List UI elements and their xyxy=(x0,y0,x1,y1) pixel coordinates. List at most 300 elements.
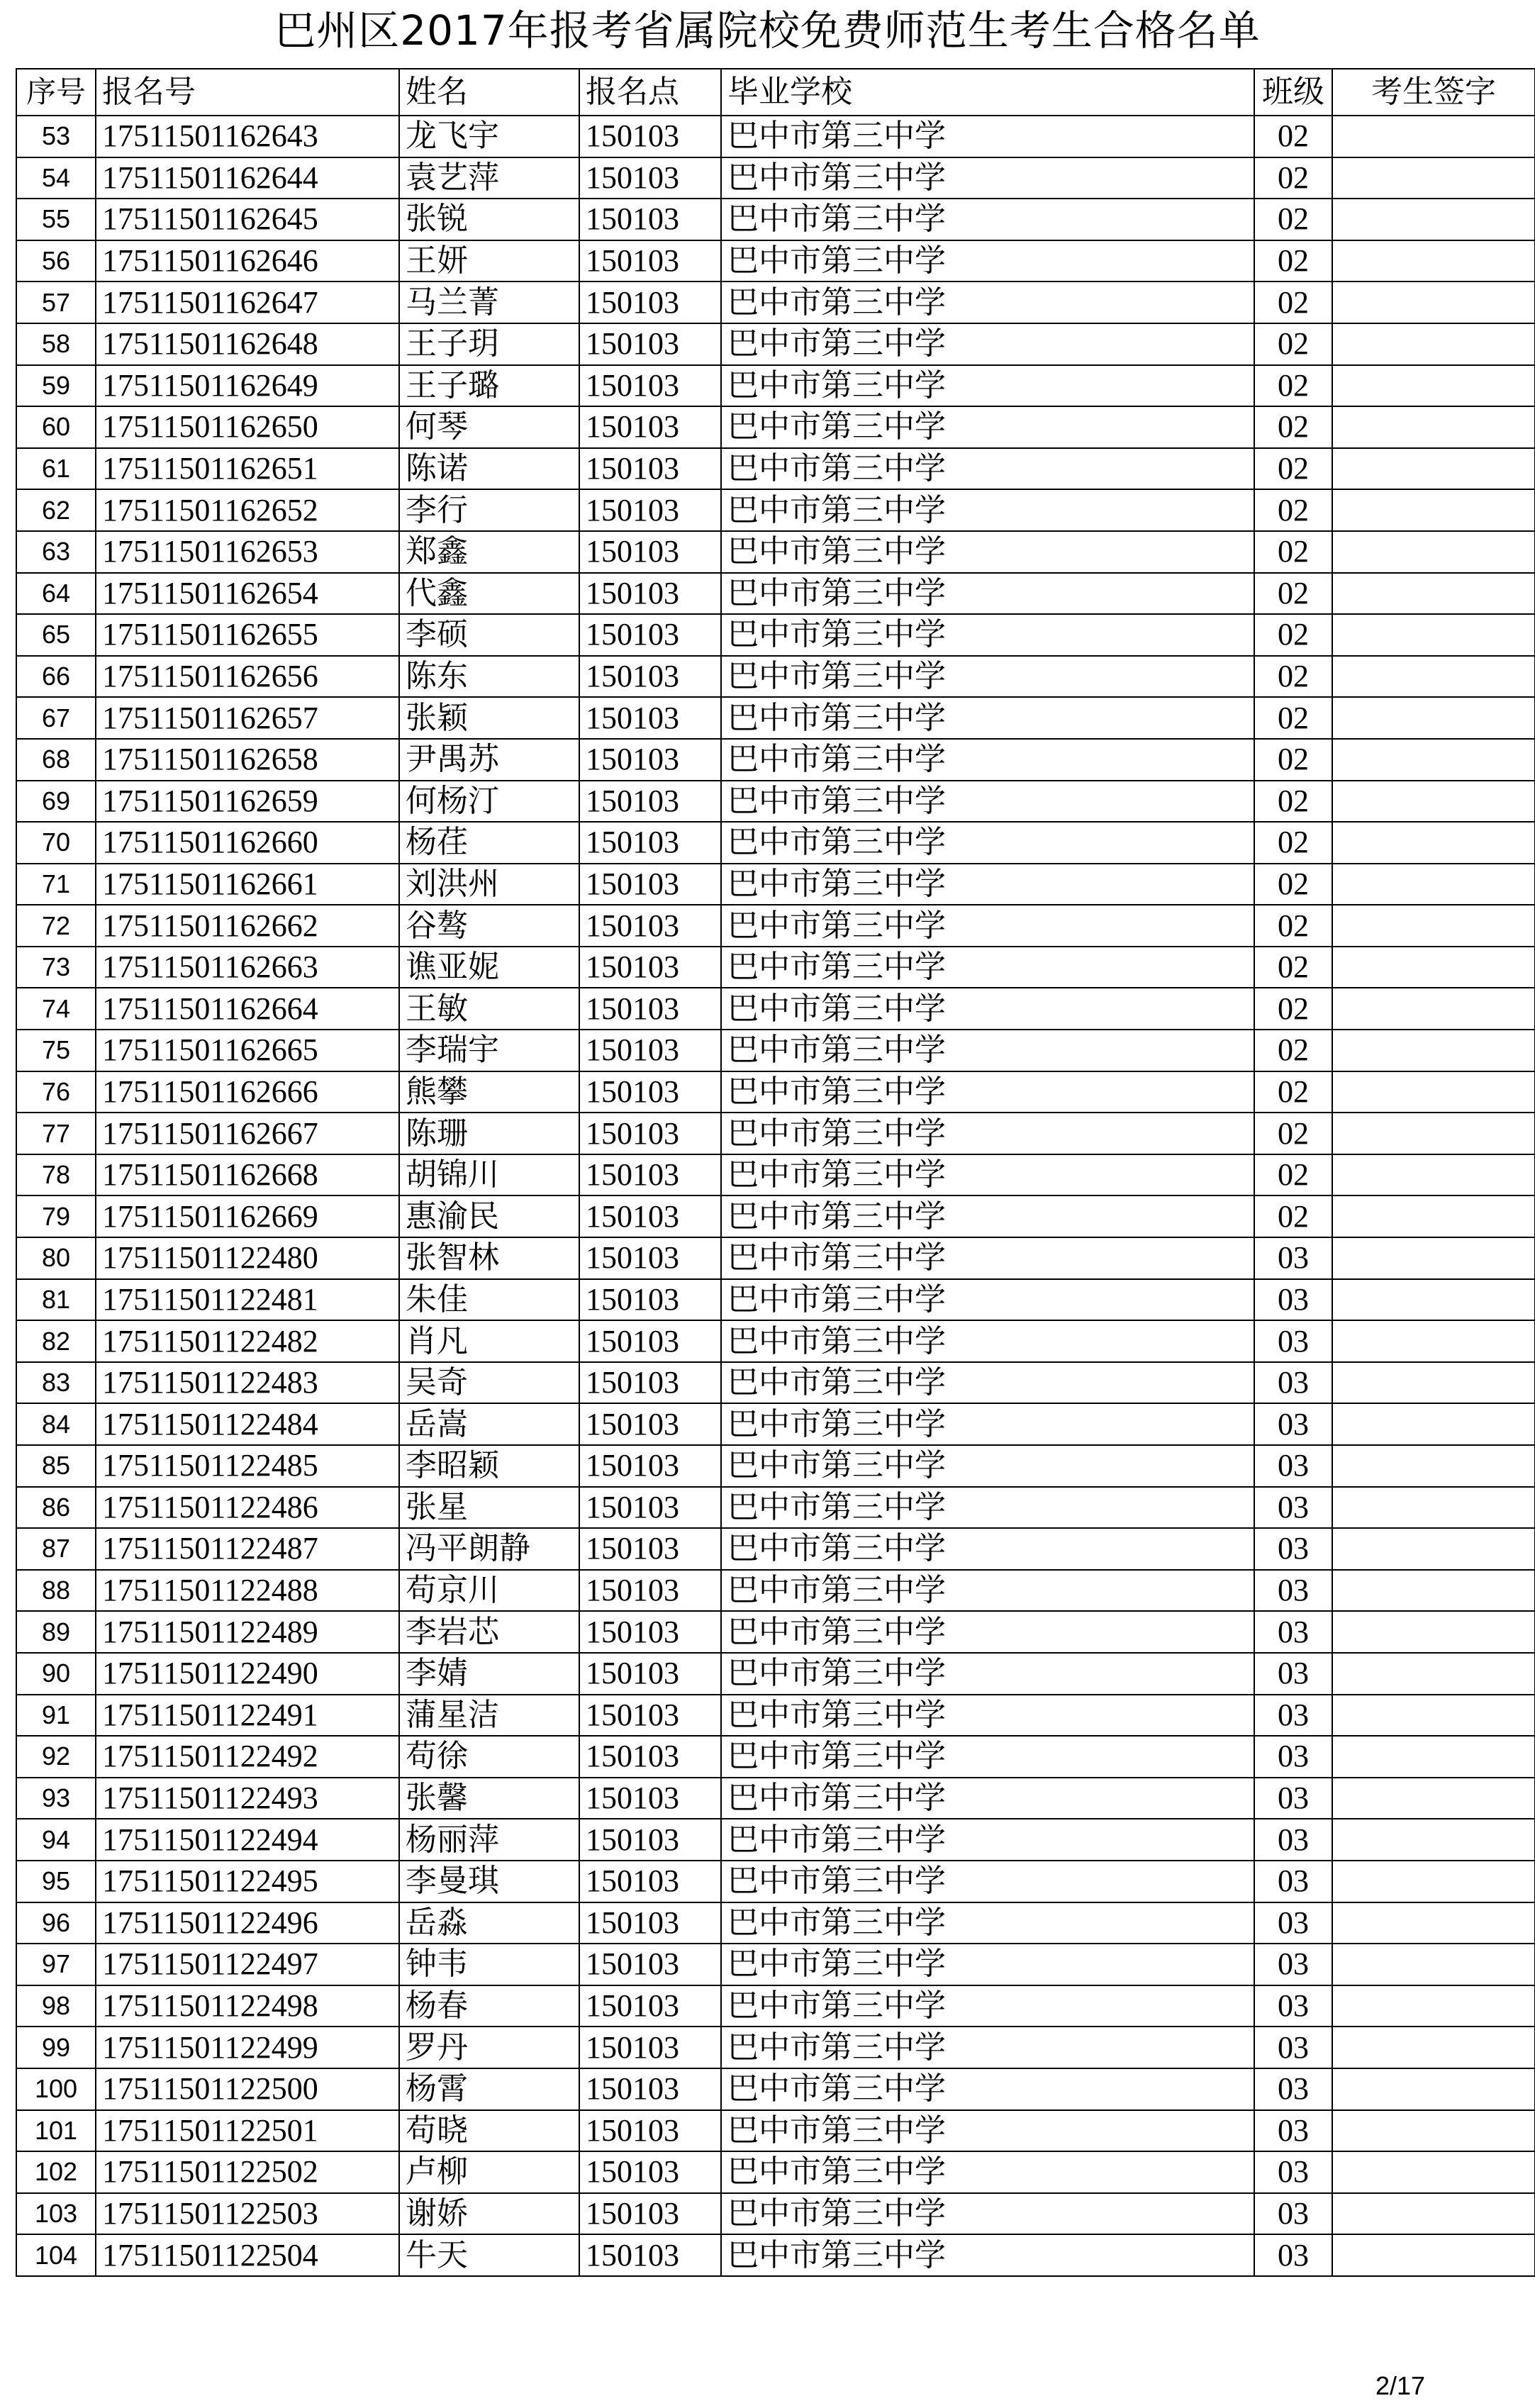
cell-school: 巴中市第三中学 xyxy=(721,1819,1254,1861)
cell-class: 02 xyxy=(1254,489,1332,531)
cell-class: 02 xyxy=(1254,697,1332,739)
cell-class: 03 xyxy=(1254,1279,1332,1321)
page-number: 2/17 xyxy=(1375,2371,1426,2400)
cell-reg-no: 17511501122495 xyxy=(96,1861,399,1902)
cell-seq: 73 xyxy=(16,947,96,988)
cell-class: 03 xyxy=(1254,1653,1332,1695)
cell-site: 150103 xyxy=(579,1736,721,1778)
cell-signature[interactable] xyxy=(1332,1861,1535,1902)
cell-reg-no: 17511501122481 xyxy=(96,1279,399,1321)
cell-class: 03 xyxy=(1254,1362,1332,1404)
table-row xyxy=(16,489,1535,531)
cell-reg-no: 17511501162657 xyxy=(96,697,399,739)
cell-school: 巴中市第三中学 xyxy=(721,365,1254,407)
cell-school: 巴中市第三中学 xyxy=(721,1778,1254,1819)
cell-school: 巴中市第三中学 xyxy=(721,822,1254,864)
cell-site: 150103 xyxy=(579,1528,721,1570)
cell-signature[interactable] xyxy=(1332,1320,1535,1362)
cell-reg-no: 17511501122503 xyxy=(96,2193,399,2235)
cell-reg-no: 17511501162668 xyxy=(96,1154,399,1196)
cell-signature[interactable] xyxy=(1332,822,1535,864)
cell-reg-no: 17511501162664 xyxy=(96,988,399,1030)
cell-signature[interactable] xyxy=(1332,240,1535,282)
cell-reg-no: 17511501122488 xyxy=(96,1570,399,1612)
cell-signature[interactable] xyxy=(1332,2151,1535,2193)
cell-school: 巴中市第三中学 xyxy=(721,1030,1254,1071)
cell-site: 150103 xyxy=(579,988,721,1030)
cell-name: 王子玥 xyxy=(399,323,579,365)
cell-seq: 85 xyxy=(16,1445,96,1487)
cell-reg-no: 17511501122482 xyxy=(96,1320,399,1362)
table-body xyxy=(16,69,1535,2276)
cell-class: 02 xyxy=(1254,822,1332,864)
cell-signature[interactable] xyxy=(1332,157,1535,199)
header-class: 班级 xyxy=(1254,69,1332,116)
cell-class: 03 xyxy=(1254,1778,1332,1819)
cell-class: 03 xyxy=(1254,2110,1332,2152)
header-sign: 考生签字 xyxy=(1332,69,1535,116)
cell-name: 王妍 xyxy=(399,240,579,282)
cell-seq: 99 xyxy=(16,2027,96,2068)
cell-seq: 59 xyxy=(16,365,96,407)
cell-name: 张馨 xyxy=(399,1778,579,1819)
cell-name: 张智林 xyxy=(399,1237,579,1279)
cell-name: 胡锦川 xyxy=(399,1154,579,1196)
cell-reg-no: 17511501162645 xyxy=(96,199,399,240)
cell-school: 巴中市第三中学 xyxy=(721,1570,1254,1612)
cell-reg-no: 17511501162653 xyxy=(96,531,399,573)
cell-site: 150103 xyxy=(579,2234,721,2276)
cell-reg-no: 17511501162646 xyxy=(96,240,399,282)
cell-site: 150103 xyxy=(579,157,721,199)
cell-seq: 77 xyxy=(16,1113,96,1154)
cell-signature[interactable] xyxy=(1332,2234,1535,2276)
cell-seq: 80 xyxy=(16,1237,96,1279)
cell-signature[interactable] xyxy=(1332,1154,1535,1196)
table-row xyxy=(16,781,1535,823)
cell-site: 150103 xyxy=(579,365,721,407)
table-row xyxy=(16,365,1535,407)
table-row xyxy=(16,531,1535,573)
cell-site: 150103 xyxy=(579,1030,721,1071)
cell-signature[interactable] xyxy=(1332,864,1535,905)
table-row xyxy=(16,116,1535,157)
cell-seq: 84 xyxy=(16,1403,96,1445)
cell-seq: 83 xyxy=(16,1362,96,1404)
cell-seq: 98 xyxy=(16,1985,96,2027)
cell-seq: 97 xyxy=(16,1944,96,1985)
cell-signature[interactable] xyxy=(1332,1195,1535,1237)
cell-signature[interactable] xyxy=(1332,282,1535,323)
table-row xyxy=(16,2151,1535,2193)
table-row xyxy=(16,1279,1535,1321)
cell-signature[interactable] xyxy=(1332,739,1535,781)
cell-signature[interactable] xyxy=(1332,1237,1535,1279)
cell-site: 150103 xyxy=(579,1902,721,1944)
cell-name: 张颖 xyxy=(399,697,579,739)
cell-signature[interactable] xyxy=(1332,1403,1535,1445)
cell-name: 龙飞宇 xyxy=(399,116,579,157)
cell-name: 陈诺 xyxy=(399,448,579,490)
cell-school: 巴中市第三中学 xyxy=(721,2110,1254,2152)
cell-name: 杨荏 xyxy=(399,822,579,864)
table-row xyxy=(16,1487,1535,1529)
cell-site: 150103 xyxy=(579,282,721,323)
cell-class: 03 xyxy=(1254,1985,1332,2027)
cell-school: 巴中市第三中学 xyxy=(721,573,1254,615)
cell-signature[interactable] xyxy=(1332,489,1535,531)
cell-class: 02 xyxy=(1254,614,1332,656)
cell-site: 150103 xyxy=(579,531,721,573)
cell-signature[interactable] xyxy=(1332,1778,1535,1819)
cell-signature[interactable] xyxy=(1332,1279,1535,1321)
cell-signature[interactable] xyxy=(1332,573,1535,615)
cell-class: 03 xyxy=(1254,1902,1332,1944)
cell-signature[interactable] xyxy=(1332,2027,1535,2068)
cell-seq: 72 xyxy=(16,905,96,947)
cell-site: 150103 xyxy=(579,240,721,282)
cell-signature[interactable] xyxy=(1332,323,1535,365)
cell-class: 02 xyxy=(1254,365,1332,407)
cell-school: 巴中市第三中学 xyxy=(721,240,1254,282)
table-row xyxy=(16,2193,1535,2235)
cell-name: 钟韦 xyxy=(399,1944,579,1985)
cell-school: 巴中市第三中学 xyxy=(721,1487,1254,1529)
table-row xyxy=(16,1736,1535,1778)
cell-seq: 55 xyxy=(16,199,96,240)
cell-signature[interactable] xyxy=(1332,1113,1535,1154)
cell-class: 03 xyxy=(1254,2151,1332,2193)
cell-seq: 104 xyxy=(16,2234,96,2276)
cell-signature[interactable] xyxy=(1332,1985,1535,2027)
cell-reg-no: 17511501162667 xyxy=(96,1113,399,1154)
cell-reg-no: 17511501122501 xyxy=(96,2110,399,2152)
cell-school: 巴中市第三中学 xyxy=(721,116,1254,157)
cell-name: 王敏 xyxy=(399,988,579,1030)
cell-signature[interactable] xyxy=(1332,1902,1535,1944)
cell-seq: 100 xyxy=(16,2068,96,2110)
cell-name: 苟晓 xyxy=(399,2110,579,2152)
table-row xyxy=(16,282,1535,323)
cell-signature[interactable] xyxy=(1332,1487,1535,1529)
cell-school: 巴中市第三中学 xyxy=(721,1279,1254,1321)
cell-reg-no: 17511501122480 xyxy=(96,1237,399,1279)
cell-signature[interactable] xyxy=(1332,1944,1535,1985)
cell-seq: 79 xyxy=(16,1195,96,1237)
cell-signature[interactable] xyxy=(1332,2193,1535,2235)
cell-seq: 86 xyxy=(16,1487,96,1529)
cell-reg-no: 17511501122483 xyxy=(96,1362,399,1404)
cell-class: 03 xyxy=(1254,1944,1332,1985)
cell-school: 巴中市第三中学 xyxy=(721,531,1254,573)
cell-signature[interactable] xyxy=(1332,1071,1535,1113)
cell-site: 150103 xyxy=(579,822,721,864)
table-row xyxy=(16,739,1535,781)
cell-name: 罗丹 xyxy=(399,2027,579,2068)
cell-signature[interactable] xyxy=(1332,614,1535,656)
cell-reg-no: 17511501162644 xyxy=(96,157,399,199)
cell-class: 03 xyxy=(1254,1861,1332,1902)
cell-site: 150103 xyxy=(579,1195,721,1237)
cell-class: 03 xyxy=(1254,2234,1332,2276)
table-row xyxy=(16,2234,1535,2276)
cell-site: 150103 xyxy=(579,1445,721,1487)
cell-signature[interactable] xyxy=(1332,1653,1535,1695)
cell-school: 巴中市第三中学 xyxy=(721,1653,1254,1695)
cell-school: 巴中市第三中学 xyxy=(721,1195,1254,1237)
cell-school: 巴中市第三中学 xyxy=(721,1861,1254,1902)
cell-name: 陈东 xyxy=(399,656,579,698)
cell-seq: 69 xyxy=(16,781,96,823)
cell-site: 150103 xyxy=(579,1861,721,1902)
cell-signature[interactable] xyxy=(1332,1695,1535,1737)
cell-school: 巴中市第三中学 xyxy=(721,2151,1254,2193)
cell-signature[interactable] xyxy=(1332,531,1535,573)
cell-seq: 87 xyxy=(16,1528,96,1570)
cell-school: 巴中市第三中学 xyxy=(721,2068,1254,2110)
table-row xyxy=(16,1237,1535,1279)
cell-signature[interactable] xyxy=(1332,947,1535,988)
cell-reg-no: 17511501162650 xyxy=(96,406,399,448)
cell-reg-no: 17511501122486 xyxy=(96,1487,399,1529)
cell-site: 150103 xyxy=(579,2151,721,2193)
table-row xyxy=(16,1778,1535,1819)
cell-signature[interactable] xyxy=(1332,2068,1535,2110)
cell-signature[interactable] xyxy=(1332,1445,1535,1487)
cell-name: 张锐 xyxy=(399,199,579,240)
cell-name: 李曼琪 xyxy=(399,1861,579,1902)
cell-name: 肖凡 xyxy=(399,1320,579,1362)
cell-site: 150103 xyxy=(579,2068,721,2110)
cell-class: 02 xyxy=(1254,531,1332,573)
table-row xyxy=(16,1944,1535,1985)
candidate-table xyxy=(16,68,1535,2277)
table-row xyxy=(16,1362,1535,1404)
cell-seq: 57 xyxy=(16,282,96,323)
cell-name: 冯平朗静 xyxy=(399,1528,579,1570)
table-row xyxy=(16,1611,1535,1653)
cell-site: 150103 xyxy=(579,489,721,531)
cell-seq: 96 xyxy=(16,1902,96,1944)
cell-signature[interactable] xyxy=(1332,1528,1535,1570)
cell-seq: 63 xyxy=(16,531,96,573)
cell-signature[interactable] xyxy=(1332,199,1535,240)
header-site: 报名点 xyxy=(579,69,721,116)
table-row xyxy=(16,448,1535,490)
cell-seq: 101 xyxy=(16,2110,96,2152)
cell-reg-no: 17511501162669 xyxy=(96,1195,399,1237)
table-row xyxy=(16,1695,1535,1737)
cell-seq: 89 xyxy=(16,1611,96,1653)
cell-signature[interactable] xyxy=(1332,1030,1535,1071)
cell-class: 02 xyxy=(1254,282,1332,323)
cell-site: 150103 xyxy=(579,1653,721,1695)
cell-reg-no: 17511501122491 xyxy=(96,1695,399,1737)
cell-seq: 56 xyxy=(16,240,96,282)
cell-name: 岳淼 xyxy=(399,1902,579,1944)
cell-seq: 94 xyxy=(16,1819,96,1861)
cell-reg-no: 17511501162654 xyxy=(96,573,399,615)
cell-class: 02 xyxy=(1254,199,1332,240)
cell-signature[interactable] xyxy=(1332,406,1535,448)
cell-seq: 91 xyxy=(16,1695,96,1737)
cell-school: 巴中市第三中学 xyxy=(721,1902,1254,1944)
cell-name: 尹禺苏 xyxy=(399,739,579,781)
cell-site: 150103 xyxy=(579,323,721,365)
cell-class: 02 xyxy=(1254,656,1332,698)
cell-school: 巴中市第三中学 xyxy=(721,1154,1254,1196)
table-row xyxy=(16,697,1535,739)
cell-site: 150103 xyxy=(579,1237,721,1279)
cell-site: 150103 xyxy=(579,1487,721,1529)
cell-school: 巴中市第三中学 xyxy=(721,988,1254,1030)
header-school: 毕业学校 xyxy=(721,69,1254,116)
cell-class: 03 xyxy=(1254,1695,1332,1737)
cell-site: 150103 xyxy=(579,1403,721,1445)
cell-school: 巴中市第三中学 xyxy=(721,1403,1254,1445)
cell-class: 02 xyxy=(1254,739,1332,781)
cell-seq: 58 xyxy=(16,323,96,365)
cell-signature[interactable] xyxy=(1332,1611,1535,1653)
cell-signature[interactable] xyxy=(1332,2110,1535,2152)
cell-signature[interactable] xyxy=(1332,365,1535,407)
cell-reg-no: 17511501122485 xyxy=(96,1445,399,1487)
cell-site: 150103 xyxy=(579,1819,721,1861)
cell-school: 巴中市第三中学 xyxy=(721,781,1254,823)
cell-reg-no: 17511501162655 xyxy=(96,614,399,656)
cell-class: 03 xyxy=(1254,1528,1332,1570)
cell-class: 03 xyxy=(1254,2068,1332,2110)
header-reg-no: 报名号 xyxy=(96,69,399,116)
cell-site: 150103 xyxy=(579,697,721,739)
cell-site: 150103 xyxy=(579,1279,721,1321)
cell-signature[interactable] xyxy=(1332,1736,1535,1778)
table-row xyxy=(16,1570,1535,1612)
cell-school: 巴中市第三中学 xyxy=(721,323,1254,365)
cell-name: 谢娇 xyxy=(399,2193,579,2235)
table-row xyxy=(16,1030,1535,1071)
cell-signature[interactable] xyxy=(1332,781,1535,823)
cell-signature[interactable] xyxy=(1332,988,1535,1030)
cell-reg-no: 17511501162661 xyxy=(96,864,399,905)
cell-school: 巴中市第三中学 xyxy=(721,282,1254,323)
cell-reg-no: 17511501162648 xyxy=(96,323,399,365)
cell-school: 巴中市第三中学 xyxy=(721,1237,1254,1279)
cell-site: 150103 xyxy=(579,1113,721,1154)
cell-school: 巴中市第三中学 xyxy=(721,697,1254,739)
table-row xyxy=(16,323,1535,365)
cell-school: 巴中市第三中学 xyxy=(721,406,1254,448)
cell-name: 李婧 xyxy=(399,1653,579,1695)
table-row xyxy=(16,1071,1535,1113)
cell-seq: 62 xyxy=(16,489,96,531)
cell-signature[interactable] xyxy=(1332,905,1535,947)
cell-name: 杨丽萍 xyxy=(399,1819,579,1861)
table-row xyxy=(16,199,1535,240)
cell-class: 02 xyxy=(1254,988,1332,1030)
cell-name: 吴奇 xyxy=(399,1362,579,1404)
cell-signature[interactable] xyxy=(1332,1570,1535,1612)
cell-site: 150103 xyxy=(579,614,721,656)
cell-site: 150103 xyxy=(579,1611,721,1653)
cell-reg-no: 17511501162663 xyxy=(96,947,399,988)
cell-name: 卢柳 xyxy=(399,2151,579,2193)
cell-class: 02 xyxy=(1254,240,1332,282)
cell-name: 苟京川 xyxy=(399,1570,579,1612)
table-row xyxy=(16,1113,1535,1154)
cell-name: 何杨汀 xyxy=(399,781,579,823)
table-row xyxy=(16,1653,1535,1695)
cell-name: 蒲星洁 xyxy=(399,1695,579,1737)
cell-school: 巴中市第三中学 xyxy=(721,1320,1254,1362)
cell-class: 02 xyxy=(1254,905,1332,947)
cell-seq: 53 xyxy=(16,116,96,157)
cell-reg-no: 17511501162647 xyxy=(96,282,399,323)
cell-seq: 64 xyxy=(16,573,96,615)
cell-seq: 65 xyxy=(16,614,96,656)
cell-name: 谷骜 xyxy=(399,905,579,947)
cell-name: 代鑫 xyxy=(399,573,579,615)
cell-name: 刘洪州 xyxy=(399,864,579,905)
cell-signature[interactable] xyxy=(1332,1362,1535,1404)
cell-name: 牛天 xyxy=(399,2234,579,2276)
cell-class: 03 xyxy=(1254,1736,1332,1778)
cell-site: 150103 xyxy=(579,739,721,781)
cell-site: 150103 xyxy=(579,406,721,448)
cell-reg-no: 17511501162660 xyxy=(96,822,399,864)
cell-name: 王子璐 xyxy=(399,365,579,407)
cell-signature[interactable] xyxy=(1332,656,1535,698)
cell-signature[interactable] xyxy=(1332,1819,1535,1861)
cell-seq: 54 xyxy=(16,157,96,199)
cell-seq: 102 xyxy=(16,2151,96,2193)
cell-class: 02 xyxy=(1254,1154,1332,1196)
cell-name: 李岩芯 xyxy=(399,1611,579,1653)
cell-class: 03 xyxy=(1254,1237,1332,1279)
cell-class: 02 xyxy=(1254,1113,1332,1154)
cell-class: 03 xyxy=(1254,1487,1332,1529)
cell-seq: 88 xyxy=(16,1570,96,1612)
table-row xyxy=(16,1902,1535,1944)
cell-seq: 75 xyxy=(16,1030,96,1071)
table-row xyxy=(16,2068,1535,2110)
cell-reg-no: 17511501162656 xyxy=(96,656,399,698)
cell-site: 150103 xyxy=(579,905,721,947)
cell-class: 02 xyxy=(1254,864,1332,905)
cell-school: 巴中市第三中学 xyxy=(721,656,1254,698)
table-row xyxy=(16,2027,1535,2068)
header-seq: 序号 xyxy=(16,69,96,116)
cell-site: 150103 xyxy=(579,864,721,905)
cell-class: 02 xyxy=(1254,781,1332,823)
table-row xyxy=(16,656,1535,698)
header-name: 姓名 xyxy=(399,69,579,116)
table-row xyxy=(16,905,1535,947)
cell-name: 惠渝民 xyxy=(399,1195,579,1237)
cell-site: 150103 xyxy=(579,2193,721,2235)
cell-class: 03 xyxy=(1254,1403,1332,1445)
cell-site: 150103 xyxy=(579,781,721,823)
cell-signature[interactable] xyxy=(1332,116,1535,157)
cell-seq: 74 xyxy=(16,988,96,1030)
cell-class: 02 xyxy=(1254,157,1332,199)
table-row xyxy=(16,822,1535,864)
cell-signature[interactable] xyxy=(1332,448,1535,490)
cell-signature[interactable] xyxy=(1332,697,1535,739)
table-row xyxy=(16,1154,1535,1196)
cell-class: 02 xyxy=(1254,406,1332,448)
page-title: 巴州区2017年报考省属院校免费师范生考生合格名单 xyxy=(274,6,1261,55)
